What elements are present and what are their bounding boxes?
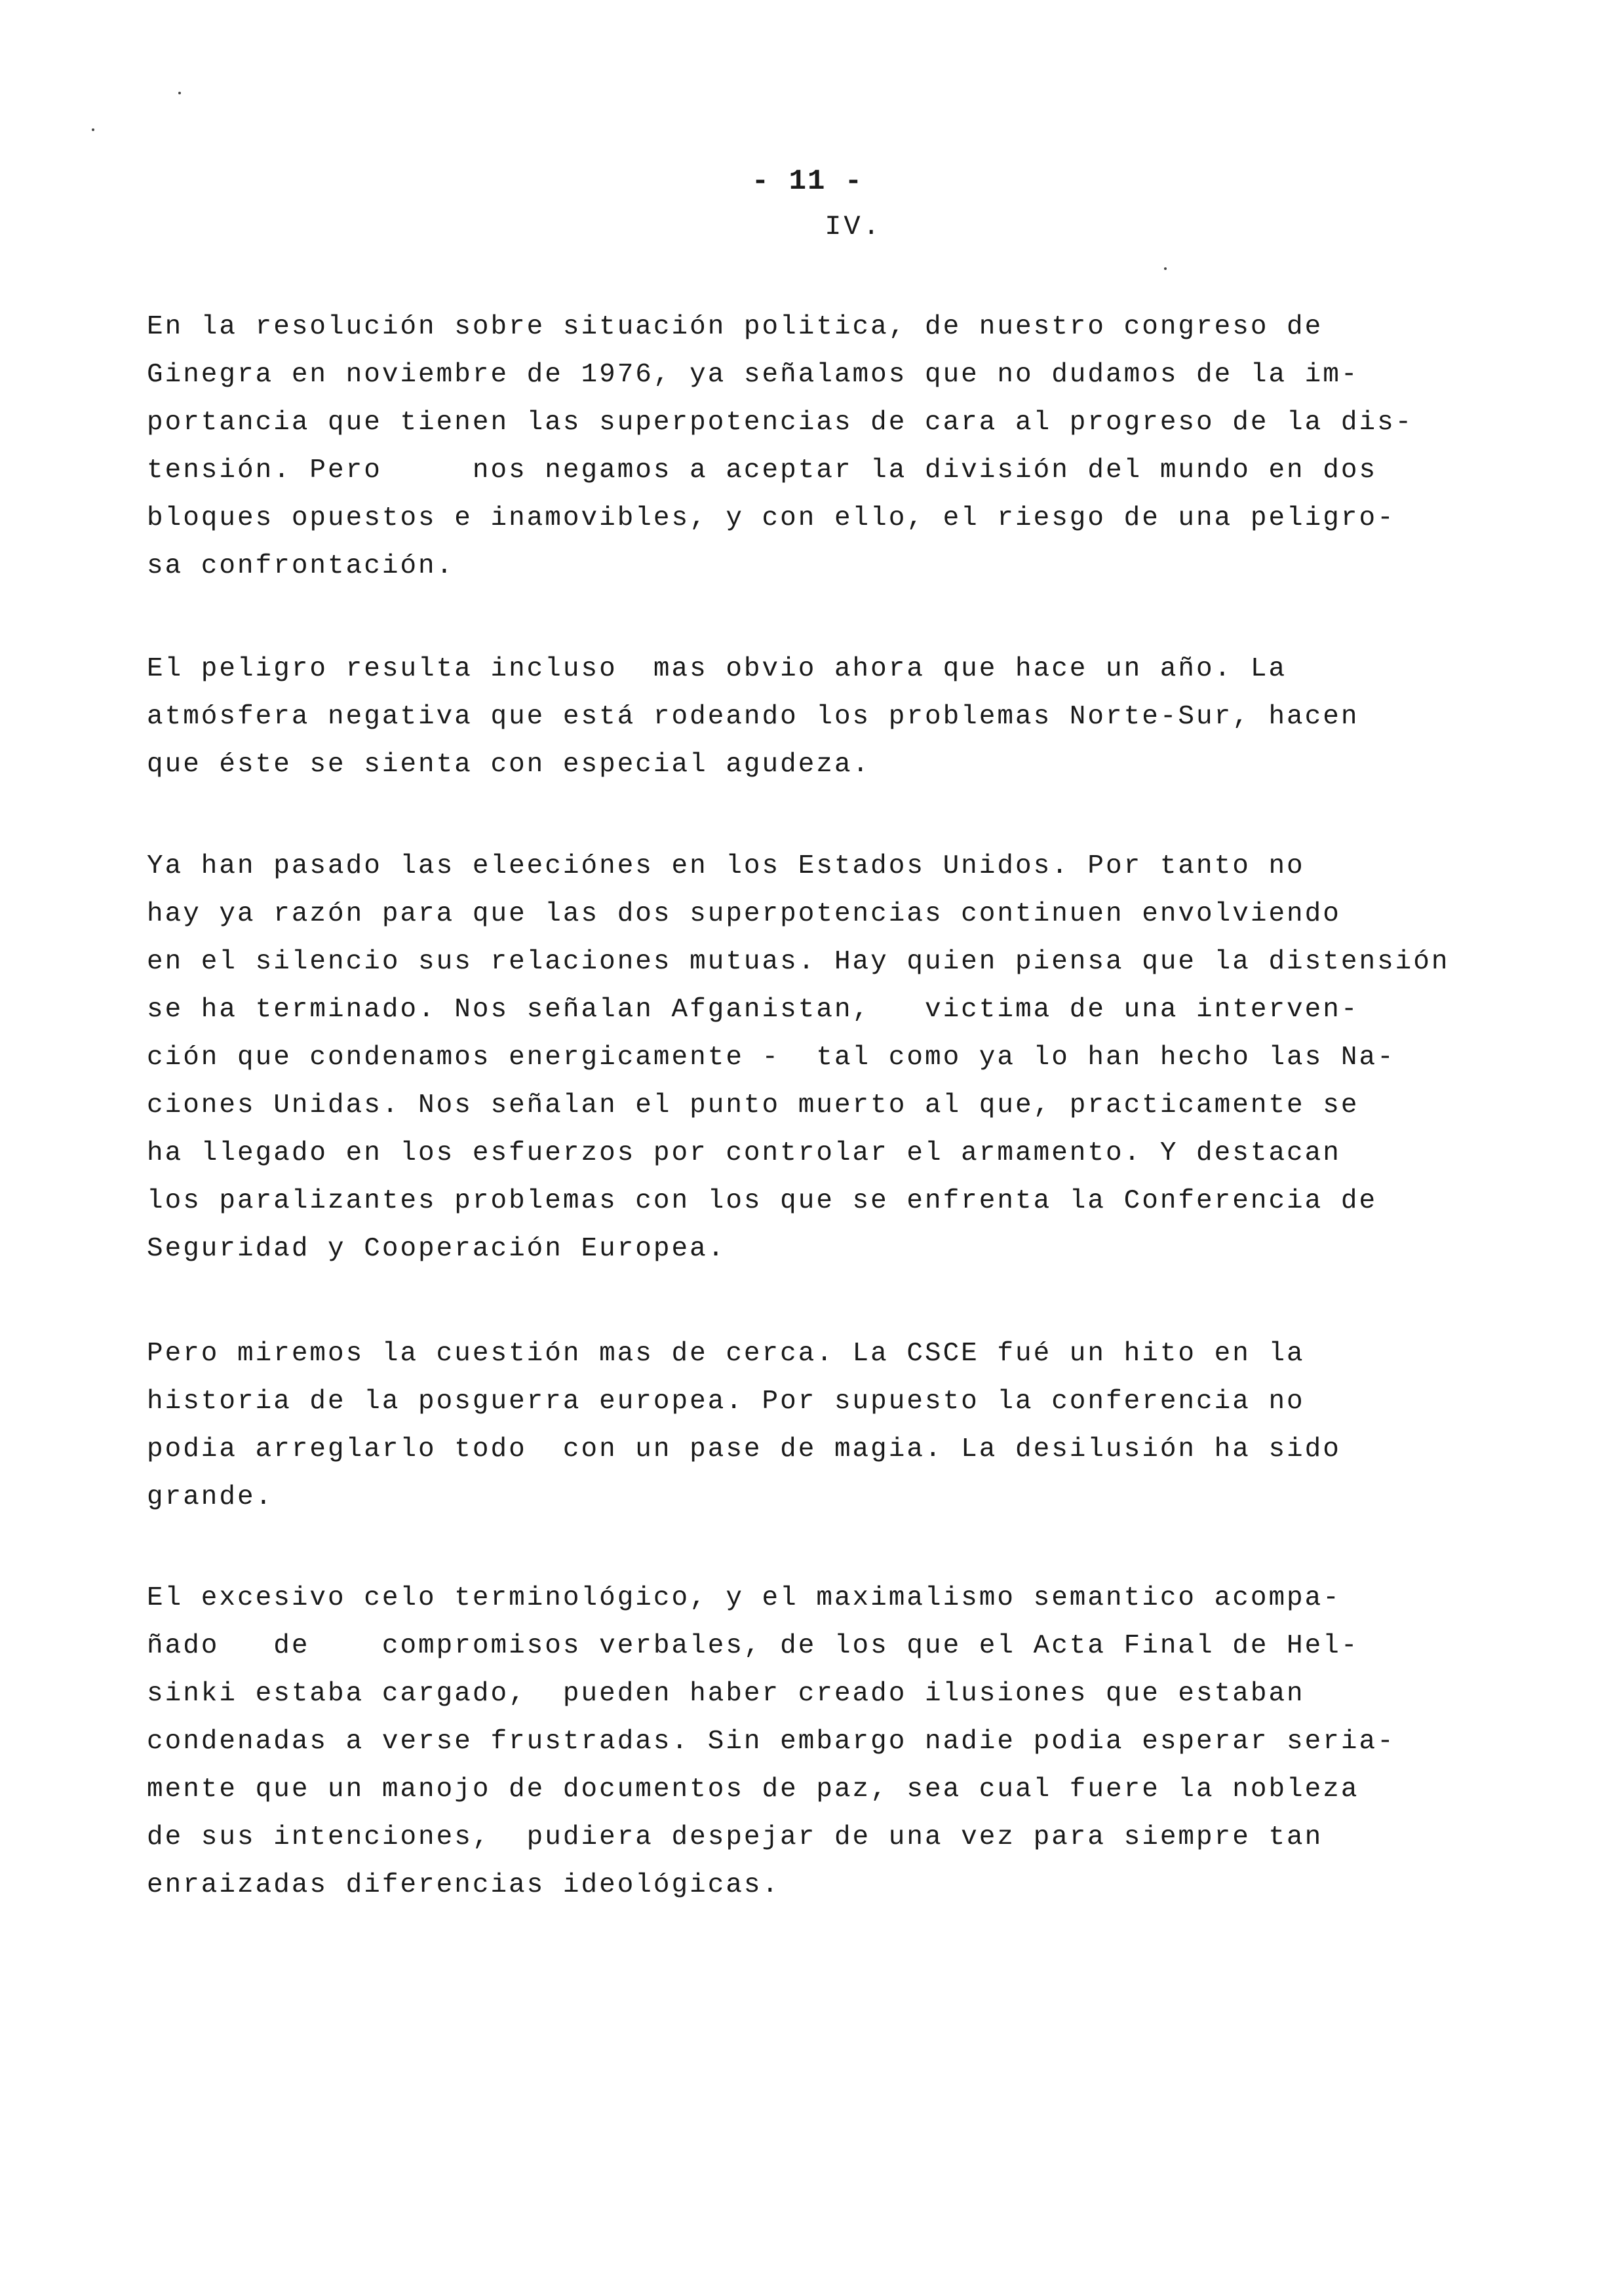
text-line: de sus intenciones, pudiera despejar de una vez para siempre tan: [147, 1822, 1323, 1852]
text-line: En la resolución sobre situación politica, de nuestro congreso de: [147, 312, 1323, 342]
text-line: en el silencio sus relaciones mutuas. Hay quien piensa que la distensión: [147, 947, 1450, 977]
text-line: historia de la posguerra europea. Por supuesto la conferencia no: [147, 1387, 1305, 1417]
paragraph-5: [147, 1575, 1576, 1909]
text-line: ñado de compromisos verbales, de los que el Acta Final de Hel-: [147, 1631, 1359, 1661]
scan-speck: [92, 128, 94, 131]
section-heading: IV.: [825, 211, 882, 242]
text-line: condenadas a verse frustradas. Sin embargo nadie podia esperar seria-: [147, 1727, 1395, 1757]
scan-speck: [178, 92, 181, 94]
text-line: los paralizantes problemas con los que se enfrenta la Conferencia de: [147, 1186, 1378, 1216]
text-line: hay ya razón para que las dos superpotencias continuen envolviendo: [147, 899, 1341, 929]
text-line: grande.: [147, 1482, 274, 1512]
text-line: Seguridad y Cooperación Europea.: [147, 1234, 726, 1264]
text-line: sa confrontación.: [147, 551, 455, 581]
text-line: tensión. Pero nos negamos a aceptar la división del mundo en dos: [147, 455, 1378, 486]
scan-speck: [1164, 267, 1167, 270]
paragraph-4: [147, 1330, 1576, 1521]
text-line: enraizadas diferencias ideológicas.: [147, 1870, 781, 1900]
text-line: ciones Unidas. Nos señalan el punto muerto al que, practicamente se: [147, 1090, 1359, 1120]
text-line: El peligro resulta incluso mas obvio ahora que hace un año. La: [147, 654, 1287, 684]
text-line: ha llegado en los esfuerzos por controlar el armamento. Y destacan: [147, 1138, 1341, 1168]
text-line: El excesivo celo terminológico, y el maximalismo semantico acompa-: [147, 1583, 1341, 1613]
text-line: bloques opuestos e inamovibles, y con ello, el riesgo de una peligro-: [147, 503, 1395, 533]
paragraph-1: [147, 303, 1576, 590]
text-line: sinki estaba cargado, pueden haber creado ilusiones que estaban: [147, 1679, 1305, 1709]
paragraph-3: [147, 843, 1576, 1273]
text-line: se ha terminado. Nos señalan Afganistan, victima de una interven-: [147, 995, 1359, 1025]
paragraph-2: [147, 645, 1576, 789]
text-line: Ya han pasado las eleeciónes en los Estados Unidos. Por tanto no: [147, 851, 1305, 881]
text-line: podia arreglarlo todo con un pase de magia. La desilusión ha sido: [147, 1434, 1341, 1464]
text-line: que éste se sienta con especial agudeza.: [147, 750, 871, 780]
text-line: Pero miremos la cuestión mas de cerca. La CSCE fué un hito en la: [147, 1339, 1305, 1369]
text-line: portancia que tienen las superpotencias de cara al progreso de la dis-: [147, 408, 1414, 438]
page-number: - 11 -: [751, 165, 864, 198]
text-line: Ginegra en noviembre de 1976, ya señalamos que no dudamos de la im-: [147, 360, 1359, 390]
text-line: mente que un manojo de documentos de paz, sea cual fuere la nobleza: [147, 1774, 1359, 1805]
text-line: atmósfera negativa que está rodeando los problemas Norte-Sur, hacen: [147, 702, 1359, 732]
text-line: ción que condenamos energicamente - tal como ya lo han hecho las Na-: [147, 1043, 1395, 1073]
